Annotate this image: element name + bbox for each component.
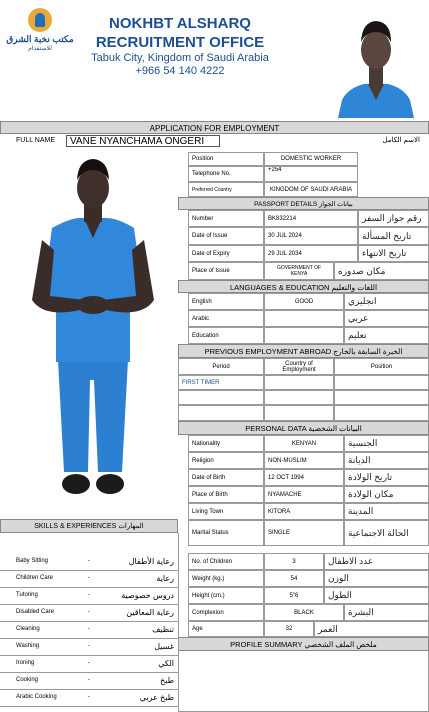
skill-value: - — [88, 575, 90, 581]
place-of-birth-label-ar: مكان الولادة — [344, 486, 429, 503]
age-value: 32 — [264, 621, 314, 637]
skill-label: Washing — [16, 643, 40, 649]
nationality-label: Nationality — [188, 435, 264, 452]
place-of-birth-value: NYAMACHE — [264, 486, 344, 503]
agency-name — [76, 14, 284, 52]
expiry-date-value: 29 JUL 2034 — [264, 245, 358, 262]
place-of-issue-label: Place of Issue — [188, 262, 264, 280]
preferred-country-label: Preferred Country — [188, 182, 264, 197]
skill-value: - — [88, 677, 90, 683]
arabic-label-ar: عربي — [344, 310, 429, 327]
weight-label-ar: الوزن — [324, 570, 429, 587]
profile-summary-title: PROFILE SUMMARY ملخص الملف الشخصي — [178, 637, 429, 651]
skill-label-ar: رعاية المعاقين — [126, 608, 174, 617]
living-town-label: Living Town — [188, 503, 264, 520]
skill-label-ar: الكي — [158, 659, 174, 668]
complexion-label-ar: البشرة — [344, 604, 429, 621]
place-of-birth-label: Place of Birth — [188, 486, 264, 503]
marital-status-label: Marital Status — [188, 520, 264, 546]
place-of-issue-value: GOVERNMENT OF KENYA — [264, 262, 334, 280]
education-label-ar: تعليم — [344, 327, 429, 344]
age-label-ar: العمر — [314, 621, 429, 637]
skill-value: - — [88, 643, 90, 649]
skill-row — [0, 672, 178, 689]
divider — [0, 706, 178, 707]
children-label: No. of Children — [188, 553, 264, 570]
skill-label: Ironing — [16, 660, 35, 666]
height-label-ar: الطول — [324, 587, 429, 604]
full-body-photo — [4, 150, 178, 520]
employment-row-period: FIRST TIMER — [178, 375, 264, 390]
weight-value: 54 — [264, 570, 324, 587]
living-town-value: KITORA — [264, 503, 344, 520]
employment-empty-row — [178, 405, 264, 421]
skill-row — [0, 655, 178, 672]
agency-logo — [6, 8, 74, 52]
telephone-label: Telephone No. — [188, 166, 264, 182]
skill-label: Cooking — [16, 677, 39, 683]
education-value — [264, 327, 344, 344]
religion-label: Religion — [188, 452, 264, 469]
portrait-photo — [334, 8, 418, 118]
passport-number-label: Number — [188, 210, 264, 227]
employment-empty-cell — [334, 405, 429, 421]
passport-number-value: BK832214 — [264, 210, 358, 227]
weight-label: Weight (kg.) — [188, 570, 264, 587]
english-label: English — [188, 293, 264, 310]
date-of-birth-label: Date of Birth — [188, 469, 264, 486]
skill-row — [0, 689, 178, 706]
skill-label-ar: رعاية الأطفال — [128, 557, 174, 566]
skill-label-ar: تنظيف — [152, 625, 174, 634]
agency-name-line1: NOKHBT ALSHARQ — [109, 15, 251, 32]
skill-label: Disabled Care — [16, 609, 55, 615]
position-value: DOMESTIC WORKER — [264, 152, 358, 166]
period-column-header: Period — [178, 358, 264, 375]
marital-status-label-ar: الحالة الاجتماعية — [344, 520, 429, 546]
religion-value: NON-MUSLIM — [264, 452, 344, 469]
skill-row — [0, 570, 178, 587]
skills-title: SKILLS & EXPERIENCES المهارات — [0, 519, 178, 533]
marital-status-value: SINGLE — [264, 520, 344, 546]
passport-details-title: PASSPORT DETAILS بيانات الجواز — [178, 197, 429, 210]
header — [0, 0, 429, 118]
agency-contact — [76, 52, 284, 78]
arabic-value — [264, 310, 344, 327]
children-label-ar: عدد الاطفال — [324, 553, 429, 570]
agency-city: Tabuk City, Kingdom of Saudi Arabia — [91, 52, 269, 64]
arabic-label: Arabic — [188, 310, 264, 327]
skills-column-divider — [178, 533, 179, 712]
date-of-birth-label-ar: تاريخ الولادة — [344, 469, 429, 486]
telephone-value: +254 — [264, 166, 358, 182]
skill-value: - — [88, 609, 90, 615]
skill-row — [0, 638, 178, 655]
children-value: 3 — [264, 553, 324, 570]
place-of-issue-label-ar: مكان صدوره — [334, 262, 429, 280]
nationality-value: KENYAN — [264, 435, 344, 452]
skill-label: Tutoring — [16, 592, 38, 598]
previous-employment-title: PREVIOUS EMPLOYMENT ABROAD الخبرة السابقة بالخارج — [178, 344, 429, 358]
english-value: GOOD — [264, 293, 344, 310]
employment-row-position — [334, 375, 429, 390]
skill-row — [0, 587, 178, 604]
skill-value: - — [88, 660, 90, 666]
english-label-ar: انجليزي — [344, 293, 429, 310]
skill-value: - — [88, 592, 90, 598]
agency-phone: +966 54 140 4222 — [135, 65, 225, 77]
expiry-date-label-ar: تاريخ الانتهاء — [358, 245, 429, 262]
full-name-label: FULL NAME — [16, 137, 56, 144]
skill-label-ar: طبخ — [160, 676, 174, 685]
age-label: Age — [188, 621, 264, 637]
employment-empty-cell — [264, 390, 334, 405]
skill-label-ar: طبخ عربي — [139, 693, 174, 702]
skill-label: Arabic Cooking — [16, 694, 57, 700]
skill-label: Baby Sitting — [16, 558, 49, 564]
height-label: Height (cm.) — [188, 587, 264, 604]
skill-value: - — [88, 694, 90, 700]
position-column-header: Position — [334, 358, 429, 375]
skill-label-ar: رعاية — [156, 574, 174, 583]
skill-value: - — [88, 626, 90, 632]
nationality-label-ar: الجنسية — [344, 435, 429, 452]
preferred-country-value: KINGDOM OF SAUDI ARABIA — [264, 182, 358, 197]
logo-text-ar: مكتب نخبة الشرق — [6, 34, 74, 44]
employment-empty-cell — [264, 405, 334, 421]
profile-summary-body — [178, 651, 429, 712]
expiry-date-label: Date of Expiry — [188, 245, 264, 262]
languages-title: LANGUAGES & EDUCATION اللغات والتعليم — [178, 280, 429, 293]
education-label: Education — [188, 327, 264, 344]
issue-date-value: 30 JUL 2024 — [264, 227, 358, 245]
logo-subtext-ar: للاستقدام — [28, 46, 52, 52]
application-title: APPLICATION FOR EMPLOYMENT — [0, 121, 429, 134]
personal-data-title: PERSONAL DATA البيانات الشخصية — [178, 421, 429, 435]
logo-emblem-icon — [28, 8, 52, 32]
complexion-label: Complexion — [188, 604, 264, 621]
position-label: Position — [188, 152, 264, 166]
living-town-label-ar: المدينة — [344, 503, 429, 520]
skill-row — [0, 604, 178, 621]
agency-name-line2: RECRUITMENT OFFICE — [95, 34, 265, 51]
height-value: 5"6 — [264, 587, 324, 604]
skill-label-ar: دروس خصوصية — [121, 591, 174, 600]
skill-label-ar: غسيل — [154, 642, 174, 651]
skill-label: Children Care — [16, 575, 54, 581]
skill-value: - — [88, 558, 90, 564]
religion-label-ar: الديانة — [344, 452, 429, 469]
employment-empty-row — [178, 390, 264, 405]
country-column-header: Country of Employment — [264, 358, 334, 375]
date-of-birth-value: 12 OCT 1994 — [264, 469, 344, 486]
employment-row-country — [264, 375, 334, 390]
full-name-label-ar: الاسم الكامل — [382, 137, 420, 144]
complexion-value: BLACK — [264, 604, 344, 621]
skill-row — [0, 553, 178, 570]
full-name-value: VANE NYANCHAMA ONGERI — [66, 135, 220, 147]
skill-row — [0, 621, 178, 638]
issue-date-label: Date of Issue — [188, 227, 264, 245]
issue-date-label-ar: تاريخ المسألة — [358, 227, 429, 245]
skill-label: Cleaning — [16, 626, 40, 632]
employment-empty-cell — [334, 390, 429, 405]
passport-number-label-ar: رقم جواز السفر — [358, 210, 429, 227]
